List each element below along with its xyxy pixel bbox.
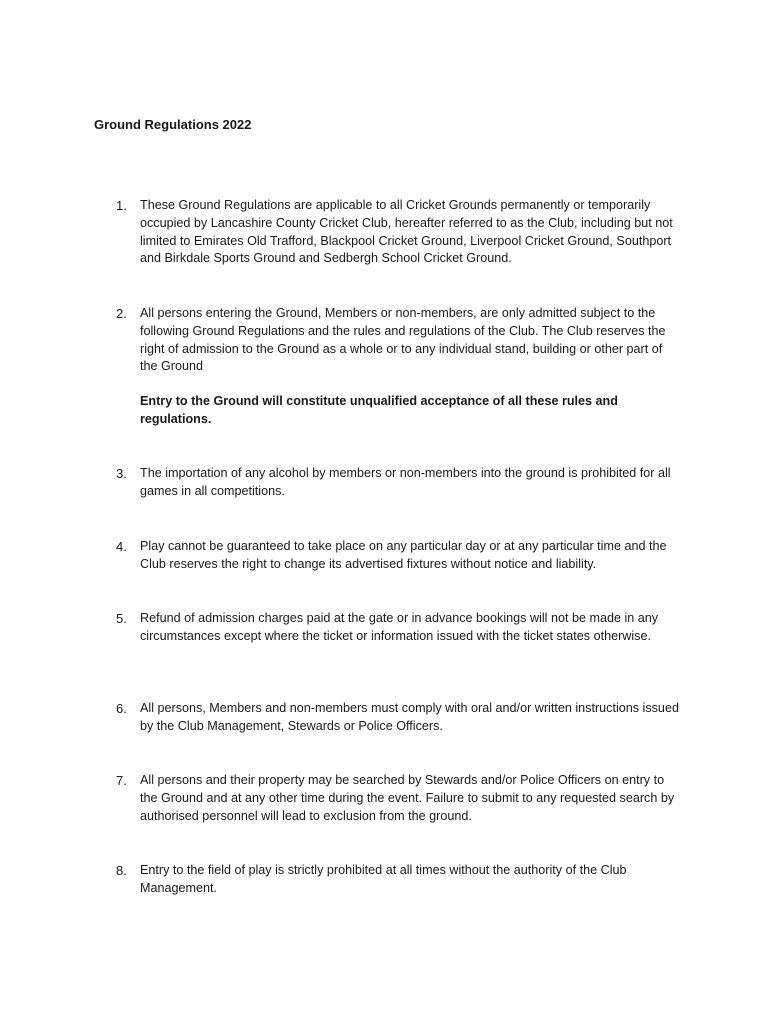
regulation-number: 4.	[116, 539, 127, 554]
regulation-number: 7.	[116, 773, 127, 788]
regulation-text: These Ground Regulations are applicable to all Cricket Grounds permanently or temporarily occupied by Lancashire County Cricket Club, hereafter referred to as the Club, including but not limited to Emirates Old Trafford, Blackpool Cricket Ground, Liverpool Cricket Ground, Southport and Birkdale Sports Ground and Sedbergh School Cricket Ground.	[140, 198, 673, 266]
regulation-text: All persons and their property may be searched by Stewards and/or Police Officers on entry to the Ground and at any other time during the event. Failure to submit to any requested search by authorised personnel will lead to exclusion from the ground.	[140, 773, 675, 823]
regulation-text: The importation of any alcohol by members or non-members into the ground is prohibited for all games in all competitions.	[140, 466, 671, 498]
regulation-number: 3.	[116, 466, 127, 481]
regulation-number: 6.	[116, 701, 127, 716]
regulation-text: Refund of admission charges paid at the gate or in advance bookings will not be made in any circumstances except where the ticket or information issued with the ticket states otherwise.	[140, 611, 659, 643]
regulation-number: 5.	[116, 611, 127, 626]
regulation-body	[140, 197, 680, 268]
regulation-body	[140, 305, 680, 429]
regulation-text: Play cannot be guaranteed to take place on any particular day or at any particular time and the Club reserves the right to change its advertised fixtures without notice and liability.	[140, 539, 667, 571]
regulation-body	[140, 610, 680, 646]
document-title: Ground Regulations 2022	[94, 117, 252, 132]
regulation-text: All persons entering the Ground, Members or non-members, are only admitted subject to the following Ground Regulations and the rules and regulations of the Club. The Club reserves the right of admission to the Ground as a whole or to any individual stand, building or other part of the Ground	[140, 306, 666, 374]
regulation-number: 1.	[116, 198, 127, 213]
regulation-body	[140, 700, 680, 736]
regulation-bold-note: Entry to the Ground will constitute unqualified acceptance of all these rules and regulations.	[140, 394, 618, 426]
regulation-body	[140, 538, 680, 574]
regulation-body	[140, 862, 680, 898]
regulation-number: 2.	[116, 306, 127, 321]
regulation-body	[140, 465, 680, 501]
regulation-body	[140, 772, 680, 825]
regulation-text: All persons, Members and non-members must comply with oral and/or written instructions issued by the Club Management, Stewards or Police Officers.	[140, 701, 679, 733]
regulation-text: Entry to the field of play is strictly prohibited at all times without the authority of the Club Management.	[140, 863, 627, 895]
regulation-number: 8.	[116, 863, 127, 878]
